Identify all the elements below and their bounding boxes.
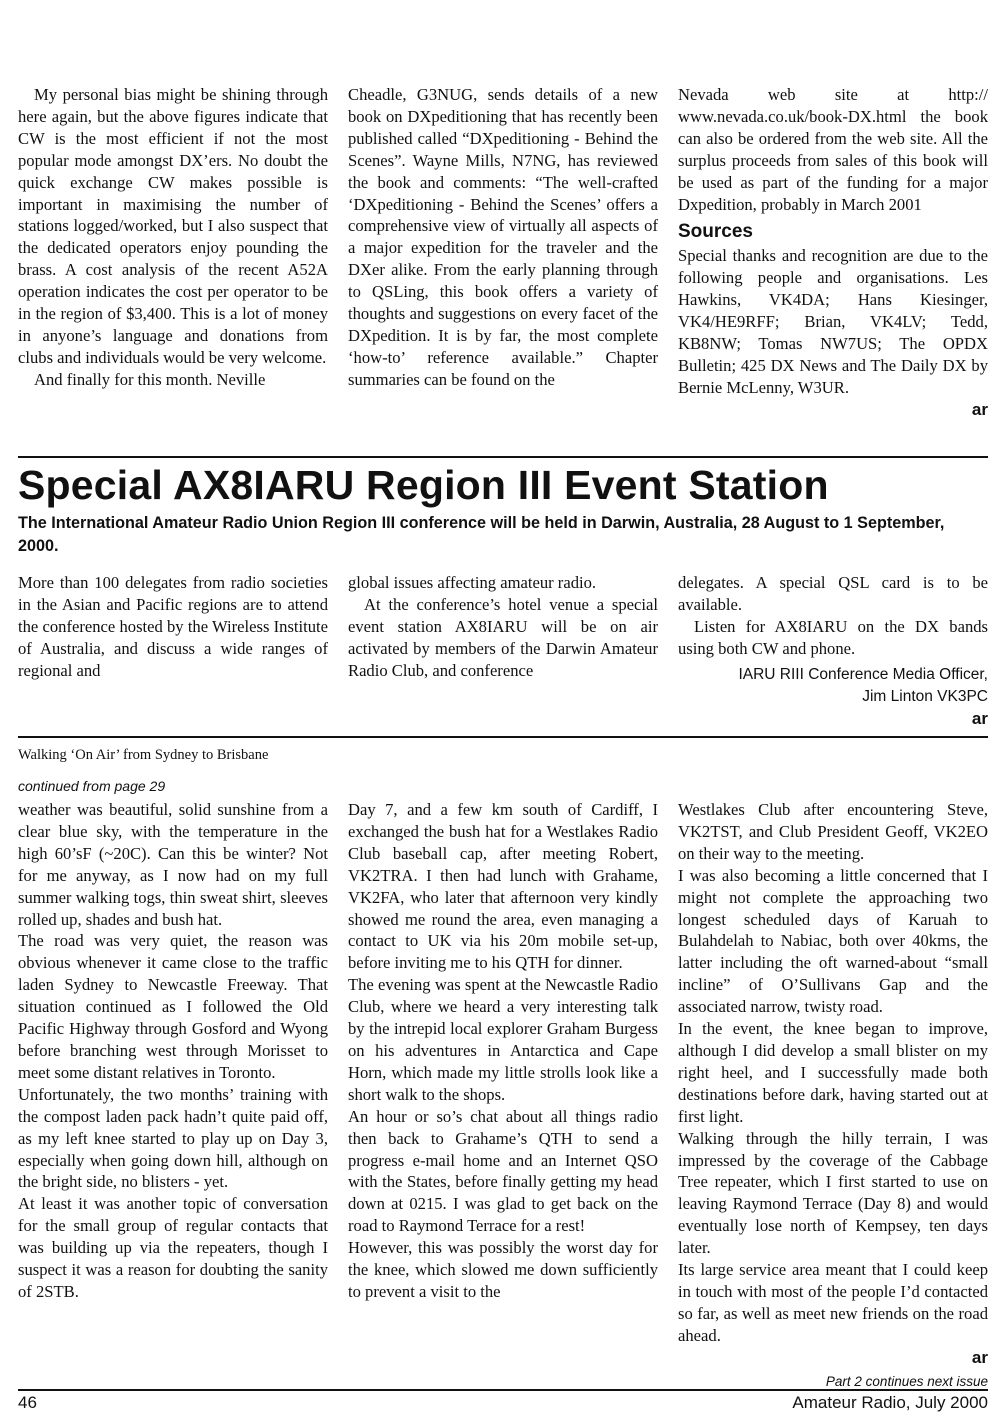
dx-article-column-2 xyxy=(348,84,658,421)
paragraph: The evening was spent at the Newcastle Radio Club, where we heard a very interesting talk by the intrepid local explorer Graham Burgess on his adventures in Antarctica and Cape Horn, which made my little strolls look like a short walk to the shops. xyxy=(348,975,658,1104)
end-mark: ar xyxy=(971,708,988,728)
event-article-column-2 xyxy=(348,572,658,730)
end-mark: ar xyxy=(971,399,988,419)
walking-article-column-3 xyxy=(678,799,988,1392)
dx-article-column-3 xyxy=(678,84,988,421)
paragraph: The road was very quiet, the reason was obvious whenever it came close to the traffic laden Sydney to Newcastle Freeway. That situation continued as I followed the Old Pacific Highway through Gosford and Wyong before branching west through Morisset to meet some distant relatives in Toronto. xyxy=(18,931,328,1082)
paragraph: Day 7, and a few km south of Cardiff, I exchanged the bush hat for a Westlakes Radio Club baseball cap, after meeting Robert, VK2TRA. I then had lunch with Grahame, VK2FA, who later that afternoon very kindly showed me round the area, even managing a contact to UK via his 20m mobile set-up, before inviting me to his QTH for dinner. xyxy=(348,800,658,973)
paragraph: I was also becoming a little concerned that I might not complete the approaching two longest scheduled days of Karuah to Bulahdelah to Nabiac, both over 40kms, the latter including the oft warned-about “small incline” of O’Sullivans Gap and the associated narrow, twisty road. xyxy=(678,865,988,1017)
walking-article-columns xyxy=(18,799,988,1392)
walking-article-column-1 xyxy=(18,799,328,1392)
end-mark: ar xyxy=(971,1347,988,1367)
paragraph: However, this was possibly the worst day for the knee, which slowed me down sufficiently to prevent a visit to the xyxy=(348,1238,658,1301)
sources-heading: Sources xyxy=(678,221,753,243)
event-article-column-1 xyxy=(18,572,328,730)
event-article-column-3 xyxy=(678,572,988,730)
paragraph: weather was beautiful, solid sunshine from a clear blue sky, with the temperature in the high 60’sF (~20C). Can this be winter? Not for me anyway, as I now had on my full summer walking togs, thin sweat shirt, sleeves rolled up, shades and bush hat. xyxy=(18,800,328,929)
paragraph: Nevada web site at http:// www.nevada.co.uk/book-DX.html the book can also be ordered from the web site. All the surplus proceeds from sales of this book will be used as part of the funding for a major Dxpedition, probably in March 2001 xyxy=(678,85,988,214)
paragraph: At least it was another topic of conversation for the small group of regular contacts that was building up via the repeaters, though I suspect it was a reason for doubting the sanity of 2STB. xyxy=(18,1194,328,1301)
paragraph: My personal bias might be shining through here again, but the above figures indicate that CW is the most efficient if not the most popular mode amongst DX’ers. No doubt the quick exchange CW makes possible is important in maximising the number of stations logged/worked, but I also suspect that the dedicated operators enjoy pounding the brass. A cost analysis of the recent A52A operation indicates the cost per operator to be in the region of $3,400. This is a lot of money in anyone’s language and donations from clubs and individuals would be very welcome. xyxy=(18,85,328,367)
event-article-columns xyxy=(18,572,988,730)
paragraph: Special thanks and recognition are due to the following people and organisations. Les Hawkins, VK4DA; Hans Kiesinger, VK4/HE9RFF; Brian, VK4LV; Tedd, KB8NW; Tomas NW7US; The OPDX Bulletin; 425 DX News and The Daily DX by Bernie McLenny, W3UR. xyxy=(678,246,988,397)
paragraph: An hour or so’s chat about all things radio then back to Grahame’s QTH to send a progress e-mail home and an Internet QSO with the States, before finally getting my head down at 0215. I was glad to get back on the road to Raymond Terrace for a rest! xyxy=(348,1106,658,1236)
continued-from-note: continued from page 29 xyxy=(18,778,166,794)
section-divider xyxy=(18,736,988,738)
section-label: Walking ‘On Air’ from Sydney to Brisbane xyxy=(18,747,269,763)
credit-line: IARU RIII Conference Media Officer, xyxy=(738,665,988,683)
footer-rule xyxy=(18,1389,988,1391)
section-divider xyxy=(18,456,988,458)
paragraph: global issues affecting amateur radio. xyxy=(348,573,597,592)
dx-article-column-1 xyxy=(18,84,328,421)
continues-next-note: Part 2 continues next issue xyxy=(825,1373,988,1389)
paragraph: delegates. A special QSL card is to be available. xyxy=(678,573,988,614)
paragraph: Unfortunately, the two months’ training with the compost laden pack hadn’t quite paid off, as my left knee started to play up on Day 3, especially when going down hill, although on the bright side, no blisters - yet. xyxy=(18,1084,328,1192)
page-footer xyxy=(18,1393,988,1413)
publication-info: Amateur Radio, July 2000 xyxy=(792,1393,988,1412)
event-subhead: The International Amateur Radio Union Region III conference will be held in Darwin, Australia, 28 August to 1 September, 2000. xyxy=(18,514,945,555)
paragraph: More than 100 delegates from radio societies in the Asian and Pacific regions are to attend the conference hosted by the Wireless Institute of Australia, and discuss a wide ranges of regional and xyxy=(18,573,328,680)
paragraph: At the conference’s hotel venue a special event station AX8IARU will be on air activated by members of the Darwin Amateur Radio Club, and conference xyxy=(348,594,658,680)
paragraph: And finally for this month. Neville xyxy=(34,369,266,389)
paragraph: Listen for AX8IARU on the DX bands using both CW and phone. xyxy=(678,616,988,658)
dx-article-columns xyxy=(18,84,988,421)
paragraph: In the event, the knee began to improve, although I did develop a small blister on my right heel, and I successfully made both destinations before dark, having started out at first light. xyxy=(678,1019,988,1126)
paragraph: Its large service area meant that I could keep in touch with most of the people I’d contacted so far, as well as meet new friends on the road ahead. xyxy=(678,1260,988,1345)
credit-author: Jim Linton VK3PC xyxy=(862,687,988,705)
walking-article-column-2 xyxy=(348,799,658,1392)
paragraph: Westlakes Club after encountering Steve, VK2TST, and Club President Geoff, VK2EO on their way to the meeting. xyxy=(678,800,988,863)
paragraph: Cheadle, G3NUG, sends details of a new book on DXpeditioning that has recently been published called “DXpeditioning - Behind the Scenes”. Wayne Mills, N7NG, has reviewed the book and comments: “The well-crafted ‘DXpeditioning - Behind the Scenes’ offers a comprehensive view of virtually all aspects of a major expedition for the traveler and the DXer alike. From the early planning through to QSLing, this book offers a variety of thoughts and suggestions on every facet of the DXpedition. It is by far, the most complete ‘how-to’ reference available.” Chapter summaries can be found on the xyxy=(348,85,658,389)
event-headline: Special AX8IARU Region III Event Station xyxy=(18,462,829,508)
page-number: 46 xyxy=(18,1393,37,1412)
paragraph: Walking through the hilly terrain, I was impressed by the coverage of the Cabbage Tree repeater, which I first started to use on leaving Raymond Terrace (Day 8) and would eventually lose north of Kempsey, ten days later. xyxy=(678,1128,988,1258)
